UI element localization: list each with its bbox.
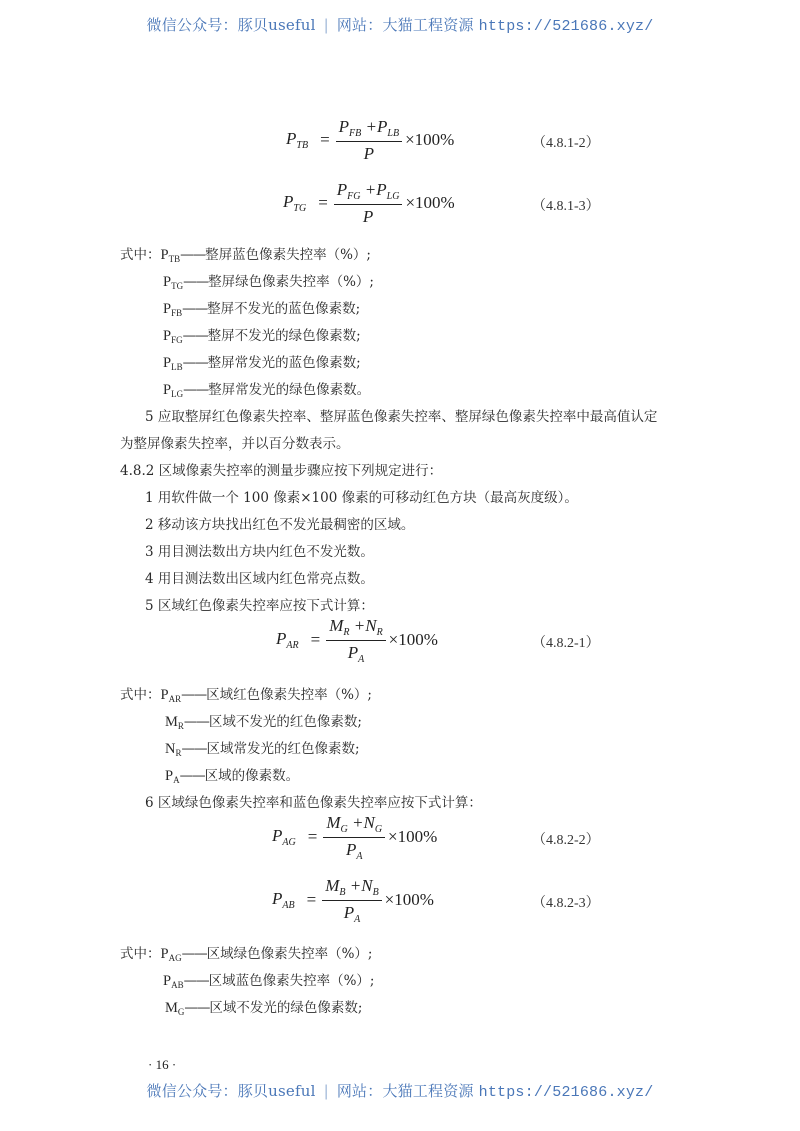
definition-line: $P_{FG}——$整屏不发光的绿色像素数; bbox=[163, 328, 361, 345]
section-heading: 4.8.2 区域像素失控率的测量步骤应按下列规定进行： bbox=[120, 463, 443, 479]
equation-number: （4.8.1-3） bbox=[532, 199, 600, 214]
definition-line: $P_{LB}——$整屏常发光的蓝色像素数; bbox=[163, 355, 361, 372]
equation-4-8-2-3: $P_{AB}$ = $\frac{M_B +N_B}{P_A}$ ×100% bbox=[272, 875, 434, 925]
watermark-separator: | bbox=[323, 1082, 329, 1100]
definition-line: $N_R——$区域常发光的红色像素数; bbox=[165, 741, 360, 758]
equation-4-8-1-3: $P_{TG}$ = $\frac{P_{FG} +P_{LG}}{P}$ ×100% bbox=[283, 179, 455, 226]
page-number: · 16 · bbox=[148, 1057, 177, 1072]
equation-number: （4.8.2-2） bbox=[532, 833, 600, 848]
watermark-site: 网站：大猫工程资源 bbox=[336, 16, 474, 34]
definition-line: $P_{TG}——$整屏绿色像素失控率（%）; bbox=[163, 274, 374, 291]
equation-number: （4.8.2-3） bbox=[532, 896, 600, 911]
definition-line: $P_{LG}——$整屏常发光的绿色像素数。 bbox=[163, 382, 371, 399]
watermark-header bbox=[0, 14, 800, 35]
step-item: 3 用目测法数出方块内红色不发光数。 bbox=[145, 544, 374, 560]
step-item: 6 区域绿色像素失控率和蓝色像素失控率应按下式计算： bbox=[145, 795, 482, 811]
paragraph-text: 5 应取整屏红色像素失控率、整屏蓝色像素失控率、整屏绿色像素失控率中最高值认定 bbox=[145, 409, 658, 425]
equation-4-8-2-2: $P_{AG}$ = $\frac{M_G +N_G}{P_A}$ ×100% bbox=[272, 812, 438, 862]
definition-line: $P_{AB}——$区域蓝色像素失控率（%）; bbox=[163, 973, 375, 990]
step-item: 5 区域红色像素失控率应按下式计算： bbox=[145, 598, 374, 614]
watermark-url[interactable]: https://521686.xyz/ bbox=[478, 18, 654, 35]
step-item: 4 用目测法数出区域内红色常亮点数。 bbox=[145, 571, 374, 587]
step-item: 1 用软件做一个 100 像素×100 像素的可移动红色方块（最高灰度级）。 bbox=[145, 490, 578, 506]
watermark-footer bbox=[0, 1080, 800, 1101]
definition-line: 式中：$P_{TB}——$整屏蓝色像素失控率（%）; bbox=[120, 247, 371, 264]
equation-4-8-2-1: $P_{AR}$ = $\frac{M_R +N_R}{P_A}$ ×100% bbox=[276, 615, 438, 665]
watermark-site: 网站：大猫工程资源 bbox=[336, 1082, 474, 1100]
definition-line: $P_A——$区域的像素数。 bbox=[165, 768, 300, 785]
definition-line: $P_{FB}——$整屏不发光的蓝色像素数; bbox=[163, 301, 361, 318]
watermark-url[interactable]: https://521686.xyz/ bbox=[478, 1084, 654, 1101]
watermark-wechat: 微信公众号：豚贝useful bbox=[146, 1082, 316, 1100]
definition-line: $M_R——$区域不发光的红色像素数; bbox=[165, 714, 362, 731]
definition-line: $M_G——$区域不发光的绿色像素数; bbox=[165, 1000, 363, 1017]
watermark-separator: | bbox=[323, 16, 329, 34]
paragraph-text: 为整屏像素失控率，并以百分数表示。 bbox=[120, 436, 350, 452]
step-item: 2 移动该方块找出红色不发光最稠密的区域。 bbox=[145, 517, 415, 533]
watermark-wechat: 微信公众号：豚贝useful bbox=[146, 16, 316, 34]
equation-4-8-1-2: $P_{TB}$ = $\frac{P_{FB} +P_{LB}}{P}$ ×100% bbox=[286, 116, 455, 163]
equation-number: （4.8.2-1） bbox=[532, 636, 600, 651]
equation-number: （4.8.1-2） bbox=[532, 136, 600, 151]
definition-line: 式中：$P_{AR}——$区域红色像素失控率（%）; bbox=[120, 687, 372, 704]
definition-line: 式中：$P_{AG}——$区域绿色像素失控率（%）; bbox=[120, 946, 373, 963]
